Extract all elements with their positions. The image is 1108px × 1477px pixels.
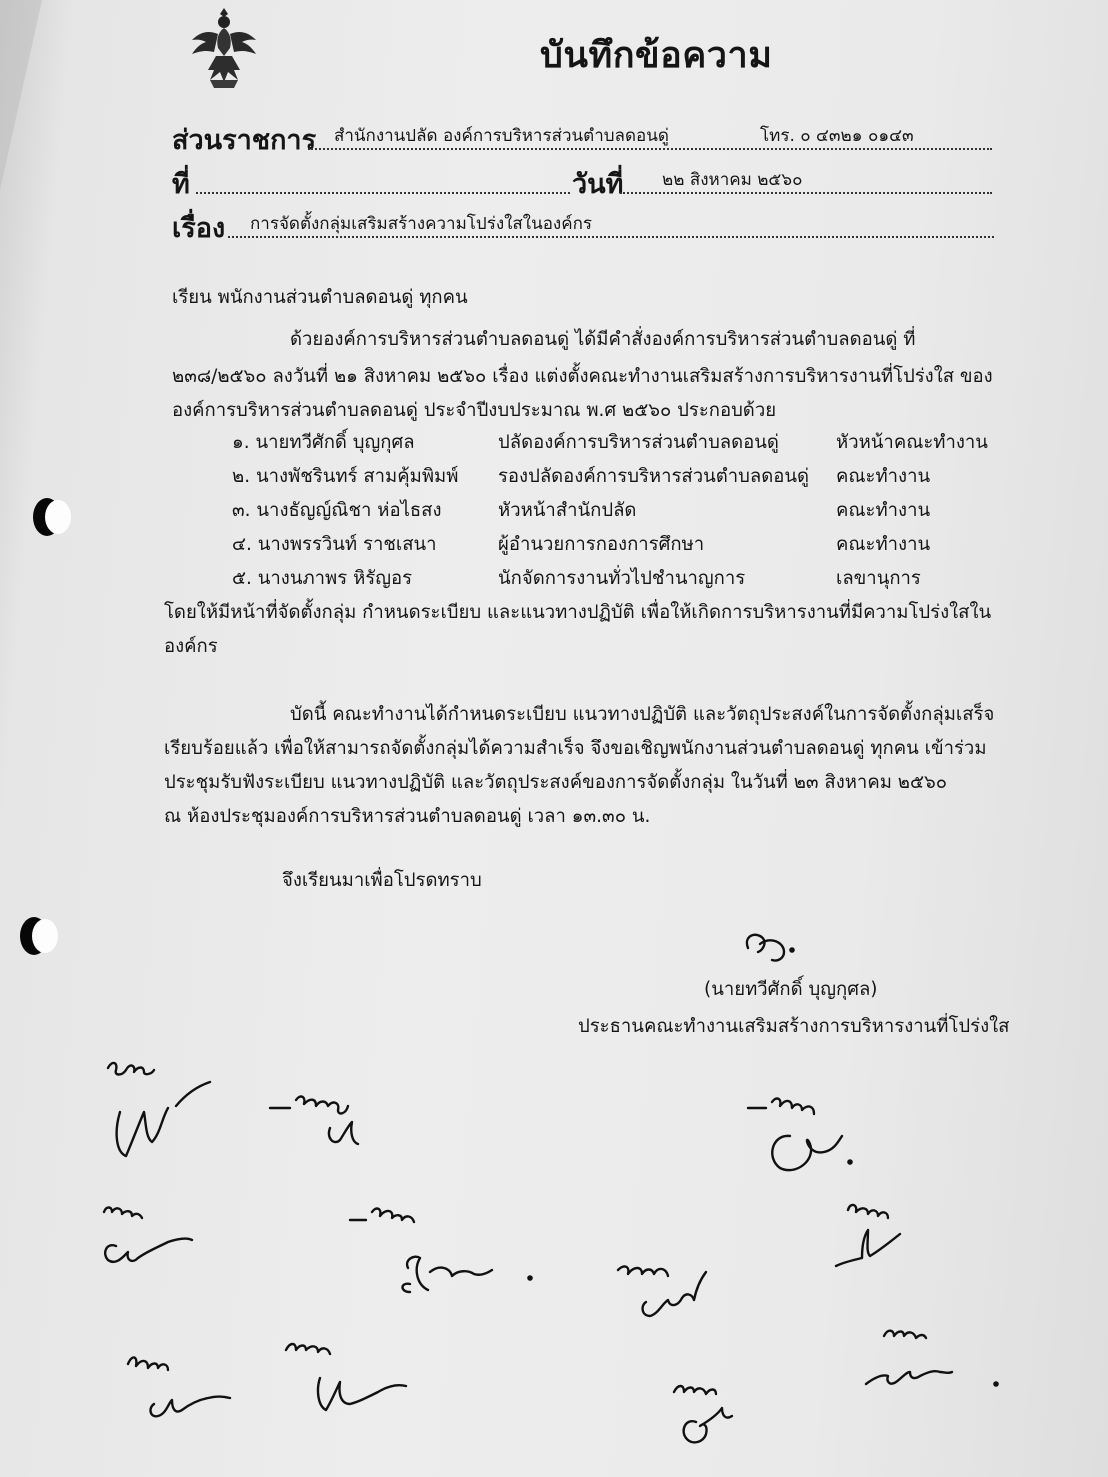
para1-end-line-2: องค์กร (164, 636, 218, 657)
para1-end-line-1: โดยให้มีหน้าที่จัดตั้งกลุ่ม กำหนดระเบียบ และแนวทางปฏิบัติ เพื่อให้เกิดการบริหารงานที่มีความโปร่งใสใน (164, 602, 992, 623)
ack-signature-11-icon (866, 1331, 998, 1386)
ack-signature-9-icon (286, 1344, 406, 1410)
ack-signature-8-icon (128, 1357, 230, 1416)
para1-line-3: องค์การบริหารส่วนตำบลดอนดู่ ประจำปีงบประมาณ พ.ศ ๒๕๖๐ ประกอบด้วย (172, 400, 777, 421)
member-4-position: ผู้อำนวยการกองการศึกษา (498, 534, 705, 555)
member-2-name: ๒. นางพัชรินทร์ สามคุ้มพิมพ์ (232, 466, 459, 487)
agency-value: สำนักงานปลัด องค์การบริหารส่วนตำบลดอนดู่ (334, 126, 669, 146)
ack-signature-2-icon (270, 1097, 358, 1144)
signer-title: ประธานคณะทำงานเสริมสร้างการบริหารงานที่โปร่งใส (578, 1016, 1010, 1037)
para2-line-2: เรียบร้อยแล้ว เพื่อให้สามารถจัดตั้งกลุ่มได้ความสำเร็จ จึงขอเชิญพนักงานส่วนตำบลดอนดู่ ทุกคน เข้าร่วม (164, 738, 987, 759)
ack-signature-5-icon (350, 1209, 532, 1292)
agency-phone: โทร. ๐ ๔๓๒๑ ๐๑๔๓ (760, 126, 914, 146)
subject-value: การจัดตั้งกลุ่มเสริมสร้างความโปร่งใสในองค์กร (250, 214, 593, 234)
member-2-position: รองปลัดองค์การบริหารส่วนตำบลดอนดู่ (498, 466, 810, 487)
para2-line-4: ณ ห้องประชุมองค์การบริหารส่วนตำบลดอนดู่ เวลา ๑๓.๓๐ น. (164, 806, 651, 827)
date-label: วันที่ (572, 169, 624, 200)
member-5-role: เลขานุการ (836, 568, 921, 589)
salutation: เรียน พนักงานส่วนตำบลดอนดู่ ทุกคน (172, 287, 468, 308)
main-signature-icon (747, 935, 794, 961)
para1-line-2: ๒๓๘/๒๕๖๐ ลงวันที่ ๒๑ สิงหาคม ๒๕๖๐ เรื่อง แต่งตั้งคณะทำงานเสริมสร้างการบริหารงานที่โปร่งใส ของ (172, 366, 993, 387)
member-3-position: หัวหน้าสำนักปลัด (498, 500, 637, 521)
member-4-role: คณะทำงาน (836, 534, 931, 555)
member-1-position: ปลัดองค์การบริหารส่วนตำบลดอนดู่ (498, 432, 779, 453)
member-5-name: ๕. นางนภาพร หิรัญอร (232, 568, 413, 589)
ack-signature-3-icon (748, 1099, 852, 1171)
agency-label: ส่วนราชการ (172, 125, 317, 156)
member-3-role: คณะทำงาน (836, 500, 931, 521)
ack-signature-4-icon (104, 1208, 192, 1262)
member-5-position: นักจัดการงานทั่วไปชำนาญการ (498, 568, 746, 589)
para2-line-1: บัดนี้ คณะทำงานได้กำหนดระเบียบ แนวทางปฏิบัติ และวัตถุประสงค์ในการจัดตั้งกลุ่มเสร็จ (290, 704, 995, 725)
number-label: ที่ (172, 169, 190, 200)
ack-signature-7-icon (836, 1205, 900, 1266)
para2-line-3: ประชุมรับฟังระเบียบ แนวทางปฏิบัติ และวัตถุประสงค์ของการจัดตั้งกลุ่ม ในวันที่ ๒๓ สิงหาคม ๒๕๖๐ (164, 772, 948, 793)
date-value: ๒๒ สิงหาคม ๒๕๖๐ (662, 170, 803, 190)
member-4-name: ๔. นางพรรวินท์ ราชเสนา (232, 534, 437, 555)
member-1-name: ๑. นายทวีศักดิ์ บุญกุศล (232, 432, 415, 453)
member-2-role: คณะทำงาน (836, 466, 931, 487)
memo-title: บันทึกข้อความ (540, 35, 773, 76)
signer-name: (นายทวีศักดิ์ บุญกุศล) (704, 979, 878, 1000)
ack-signature-6-icon (618, 1267, 706, 1316)
member-3-name: ๓. นางธัญญ์ณิชา ห่อไธสง (232, 500, 442, 521)
subject-label: เรื่อง (172, 213, 226, 244)
para1-line-1: ด้วยองค์การบริหารส่วนตำบลดอนดู่ ได้มีคำสั่งองค์การบริหารส่วนตำบลดอนดู่ ที่ (290, 329, 916, 350)
ack-signature-1-icon (108, 1063, 210, 1156)
member-1-role: หัวหน้าคณะทำงาน (836, 432, 988, 453)
ack-signature-10-icon (674, 1386, 732, 1442)
closing: จึงเรียนมาเพื่อโปรดทราบ (282, 870, 482, 891)
